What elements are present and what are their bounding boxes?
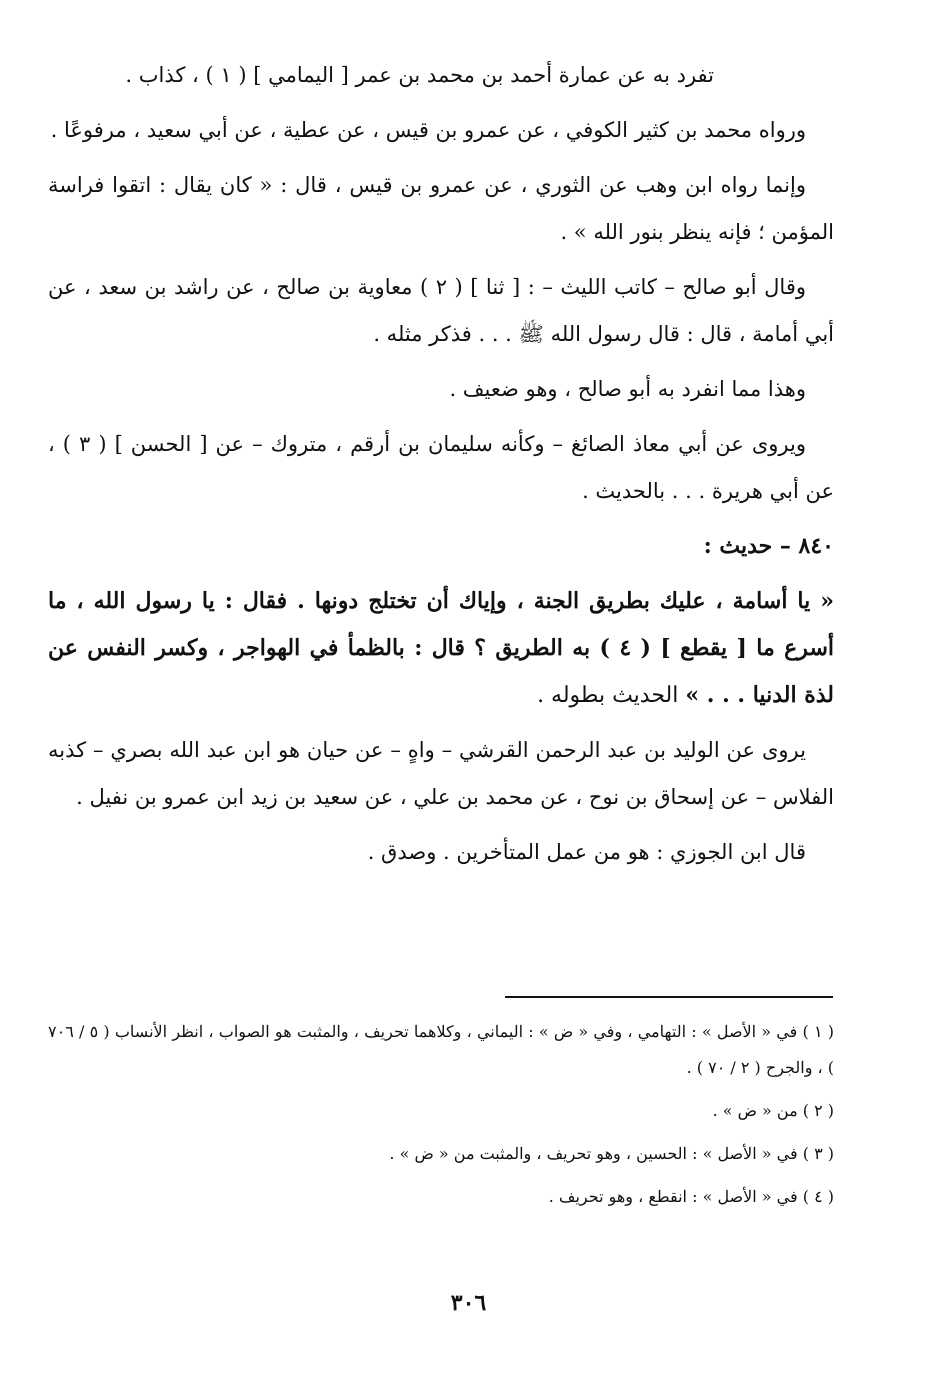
footnote-1: ( ١ ) في « الأصل » : التهامي ، وفي « ض » : اليماني ، وكلاهما تحريف ، والمثبت هو الصواب ، انظر الأنساب ( ٥ / ٧٠٦ ) ، والجرح ( ٢ / ٧٠ ) . [48, 1022, 835, 1077]
paragraph-2: ورواه محمد بن كثير الكوفي ، عن عمرو بن قيس ، عن عطية ، عن أبي سعيد ، مرفوعًا . [50, 118, 806, 142]
footnote-4: ( ٤ ) في « الأصل » : انقطع ، وهو تحريف . [548, 1187, 834, 1206]
footnote-divider [505, 996, 833, 998]
paragraph-1: تفرد به عن عمارة أحمد بن محمد بن عمر [ اليمامي ] ( ١ ) ، كذاب . [125, 63, 714, 87]
hadith-text-tail: الحديث بطوله . [537, 683, 686, 708]
main-text [48, 52, 834, 884]
paragraph-6: ويروى عن أبي معاذ الصائغ – وكأنه سليمان بن أرقم ، متروك – عن [ الحسن ] ( ٣ ) ، عن أبي هريرة . . . بالحديث . [48, 432, 834, 503]
hadith-text-bold: « يا أسامة ، عليك بطريق الجنة ، وإياك أن تختلج دونها . فقال : يا رسول الله ، ما أسرع ما [ يقطع ] ( ٤ ) به الطريق ؟ قال : بالظمأ في الهواجر ، وكسر النفس عن لذة الدنيا . . . » [48, 588, 834, 708]
paragraph-7: يروى عن الوليد بن عبد الرحمن القرشي – واهٍ – عن حيان هو ابن عبد الله بصري – كذبه الفلاس – عن إسحاق بن نوح ، عن محمد بن علي ، عن سعيد بن زيد ابن عمرو بن نفيل . [48, 738, 834, 809]
paragraph-4: وقال أبو صالح – كاتب الليث – : [ ثنا ] ( ٢ ) معاوية بن صالح ، عن راشد بن سعد ، عن أبي أمامة ، قال : قال رسول الله ﷺ . . . فذكر مثله . [48, 275, 834, 346]
hadith-heading: ٨٤٠ – حديث : [703, 533, 834, 559]
page-number: ٣٠٦ [450, 1290, 487, 1316]
footnote-2: ( ٢ ) من « ض » . [712, 1101, 834, 1120]
paragraph-5: وهذا مما انفرد به أبو صالح ، وهو ضعيف . [449, 377, 806, 401]
footnotes [48, 1014, 834, 1222]
paragraph-8: قال ابن الجوزي : هو من عمل المتأخرين . وصدق . [367, 840, 806, 864]
paragraph-3: وإنما رواه ابن وهب عن الثوري ، عن عمرو بن قيس ، قال : « كان يقال : اتقوا فراسة المؤمن ؛ فإنه ينظر بنور الله » . [48, 173, 834, 244]
hadith-text [48, 578, 834, 719]
footnote-3: ( ٣ ) في « الأصل » : الحسين ، وهو تحريف ، والمثبت من « ض » . [389, 1144, 834, 1163]
